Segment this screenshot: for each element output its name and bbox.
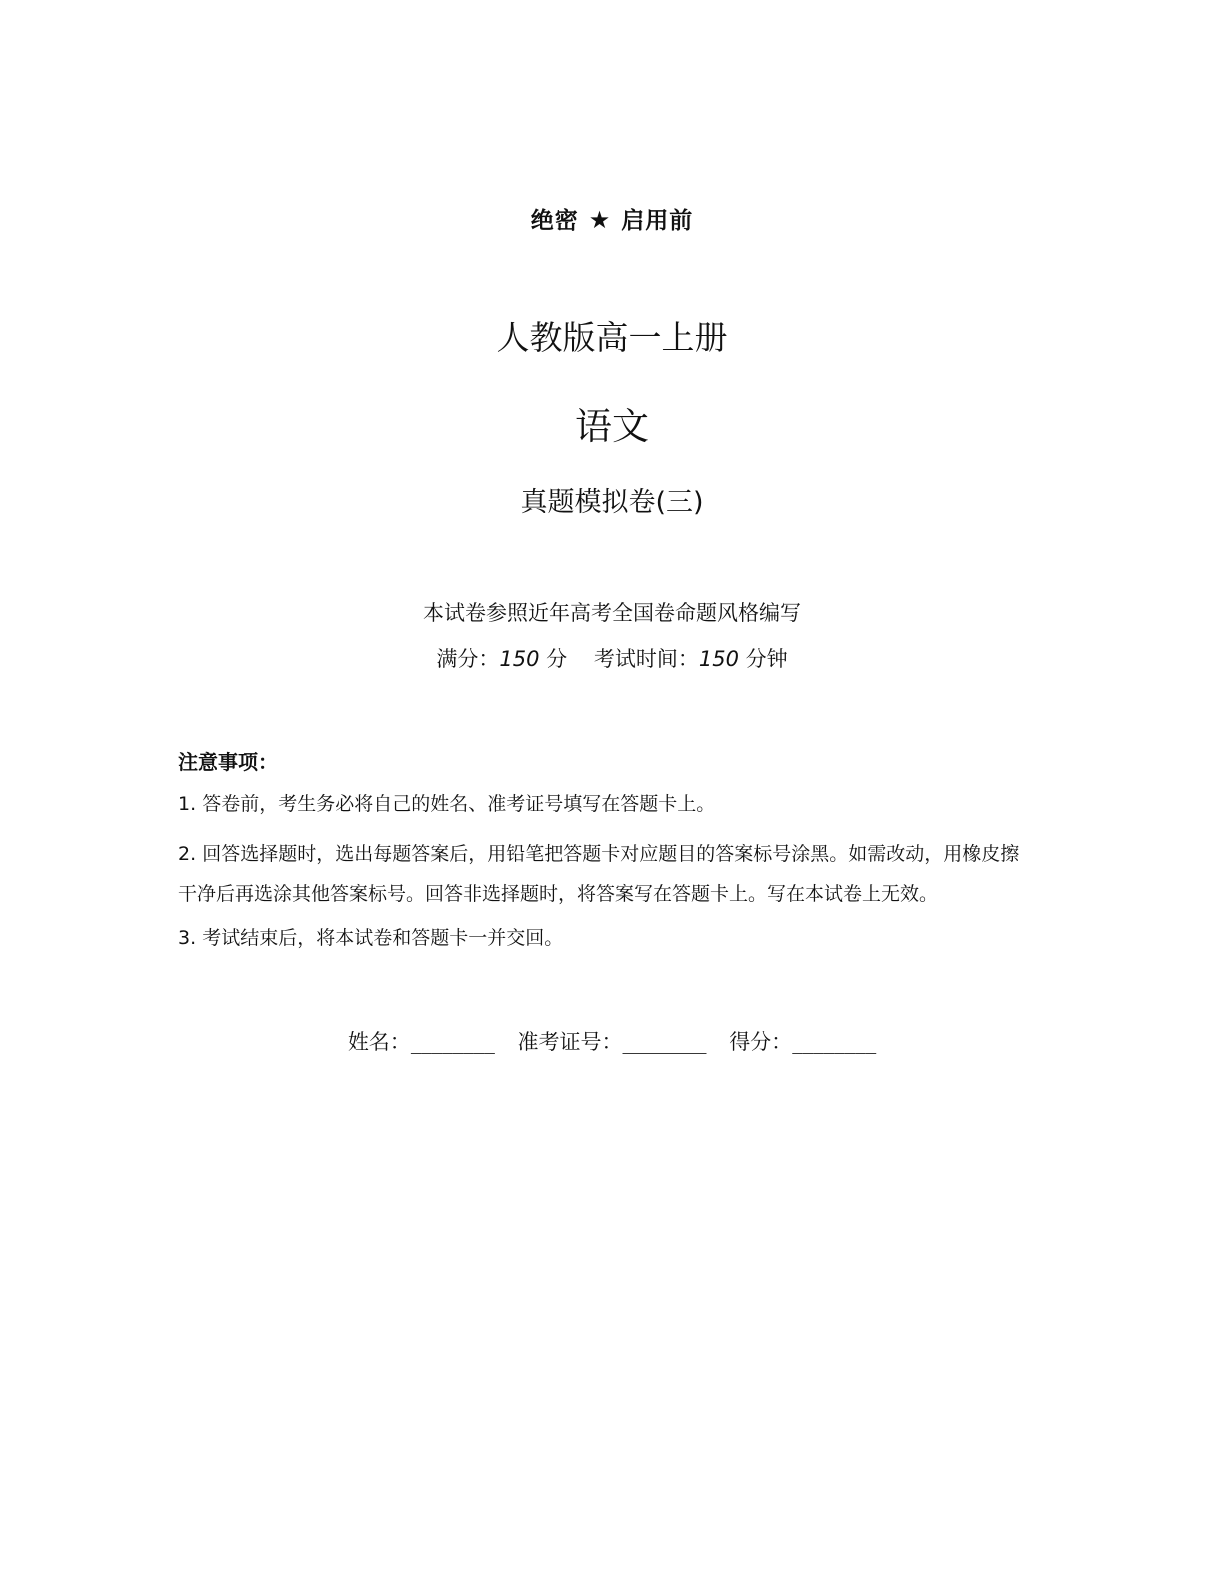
edition-title: 人教版高一上册 bbox=[496, 318, 728, 357]
exam-id-label: 准考证号： bbox=[517, 1030, 623, 1054]
full-score-unit: 分 bbox=[546, 647, 568, 671]
notice-item bbox=[178, 834, 1028, 914]
before-use-label: 启用前 bbox=[621, 208, 694, 234]
full-score-label: 满分： bbox=[436, 647, 500, 671]
notice-item-number: 2. bbox=[178, 843, 197, 865]
notice-heading: 注意事项： bbox=[178, 750, 278, 774]
notice-item-text: 答卷前，考生务必将自己的姓名、准考证号填写在答题卡上。 bbox=[202, 793, 716, 815]
full-score-value: 150 bbox=[499, 647, 540, 671]
notice-item-number: 3. bbox=[178, 927, 197, 949]
star-icon: ★ bbox=[588, 206, 612, 234]
subject-title: 语文 bbox=[575, 405, 649, 448]
paper-title: 真题模拟卷(三) bbox=[520, 487, 704, 518]
student-info-line bbox=[0, 1026, 1224, 1056]
score-blank[interactable]: ________ bbox=[792, 1030, 877, 1054]
name-field bbox=[348, 1026, 495, 1056]
exam-time-value: 150 bbox=[698, 647, 739, 671]
notice-item-text: 回答选择题时，选出每题答案后，用铅笔把答题卡对应题目的答案标号涂黑。如需改动，用橡皮擦干净后再选涂其他答案标号。回答非选择题时，将答案写在答题卡上。写在本试卷上无效。 bbox=[178, 843, 1020, 905]
paper-style-note: 本试卷参照近年高考全国卷命题风格编写 bbox=[423, 601, 801, 625]
notice-item bbox=[178, 784, 1028, 824]
notice-item-number: 1. bbox=[178, 793, 197, 815]
exam-id-blank[interactable]: ________ bbox=[622, 1030, 707, 1054]
score-field bbox=[729, 1026, 876, 1056]
exam-time-unit: 分钟 bbox=[745, 647, 788, 671]
exam-id-field bbox=[518, 1026, 707, 1056]
notice-item-text: 考试结束后，将本试卷和答题卡一并交回。 bbox=[202, 927, 564, 949]
score-time-line bbox=[0, 643, 1224, 673]
exam-time-label: 考试时间： bbox=[593, 647, 699, 671]
name-blank[interactable]: ________ bbox=[410, 1030, 495, 1054]
score-label: 得分： bbox=[729, 1030, 793, 1054]
secret-label: 绝密 bbox=[530, 208, 579, 234]
name-label: 姓名： bbox=[347, 1030, 411, 1054]
confidential-mark bbox=[0, 202, 1224, 235]
notice-item bbox=[178, 918, 1028, 958]
